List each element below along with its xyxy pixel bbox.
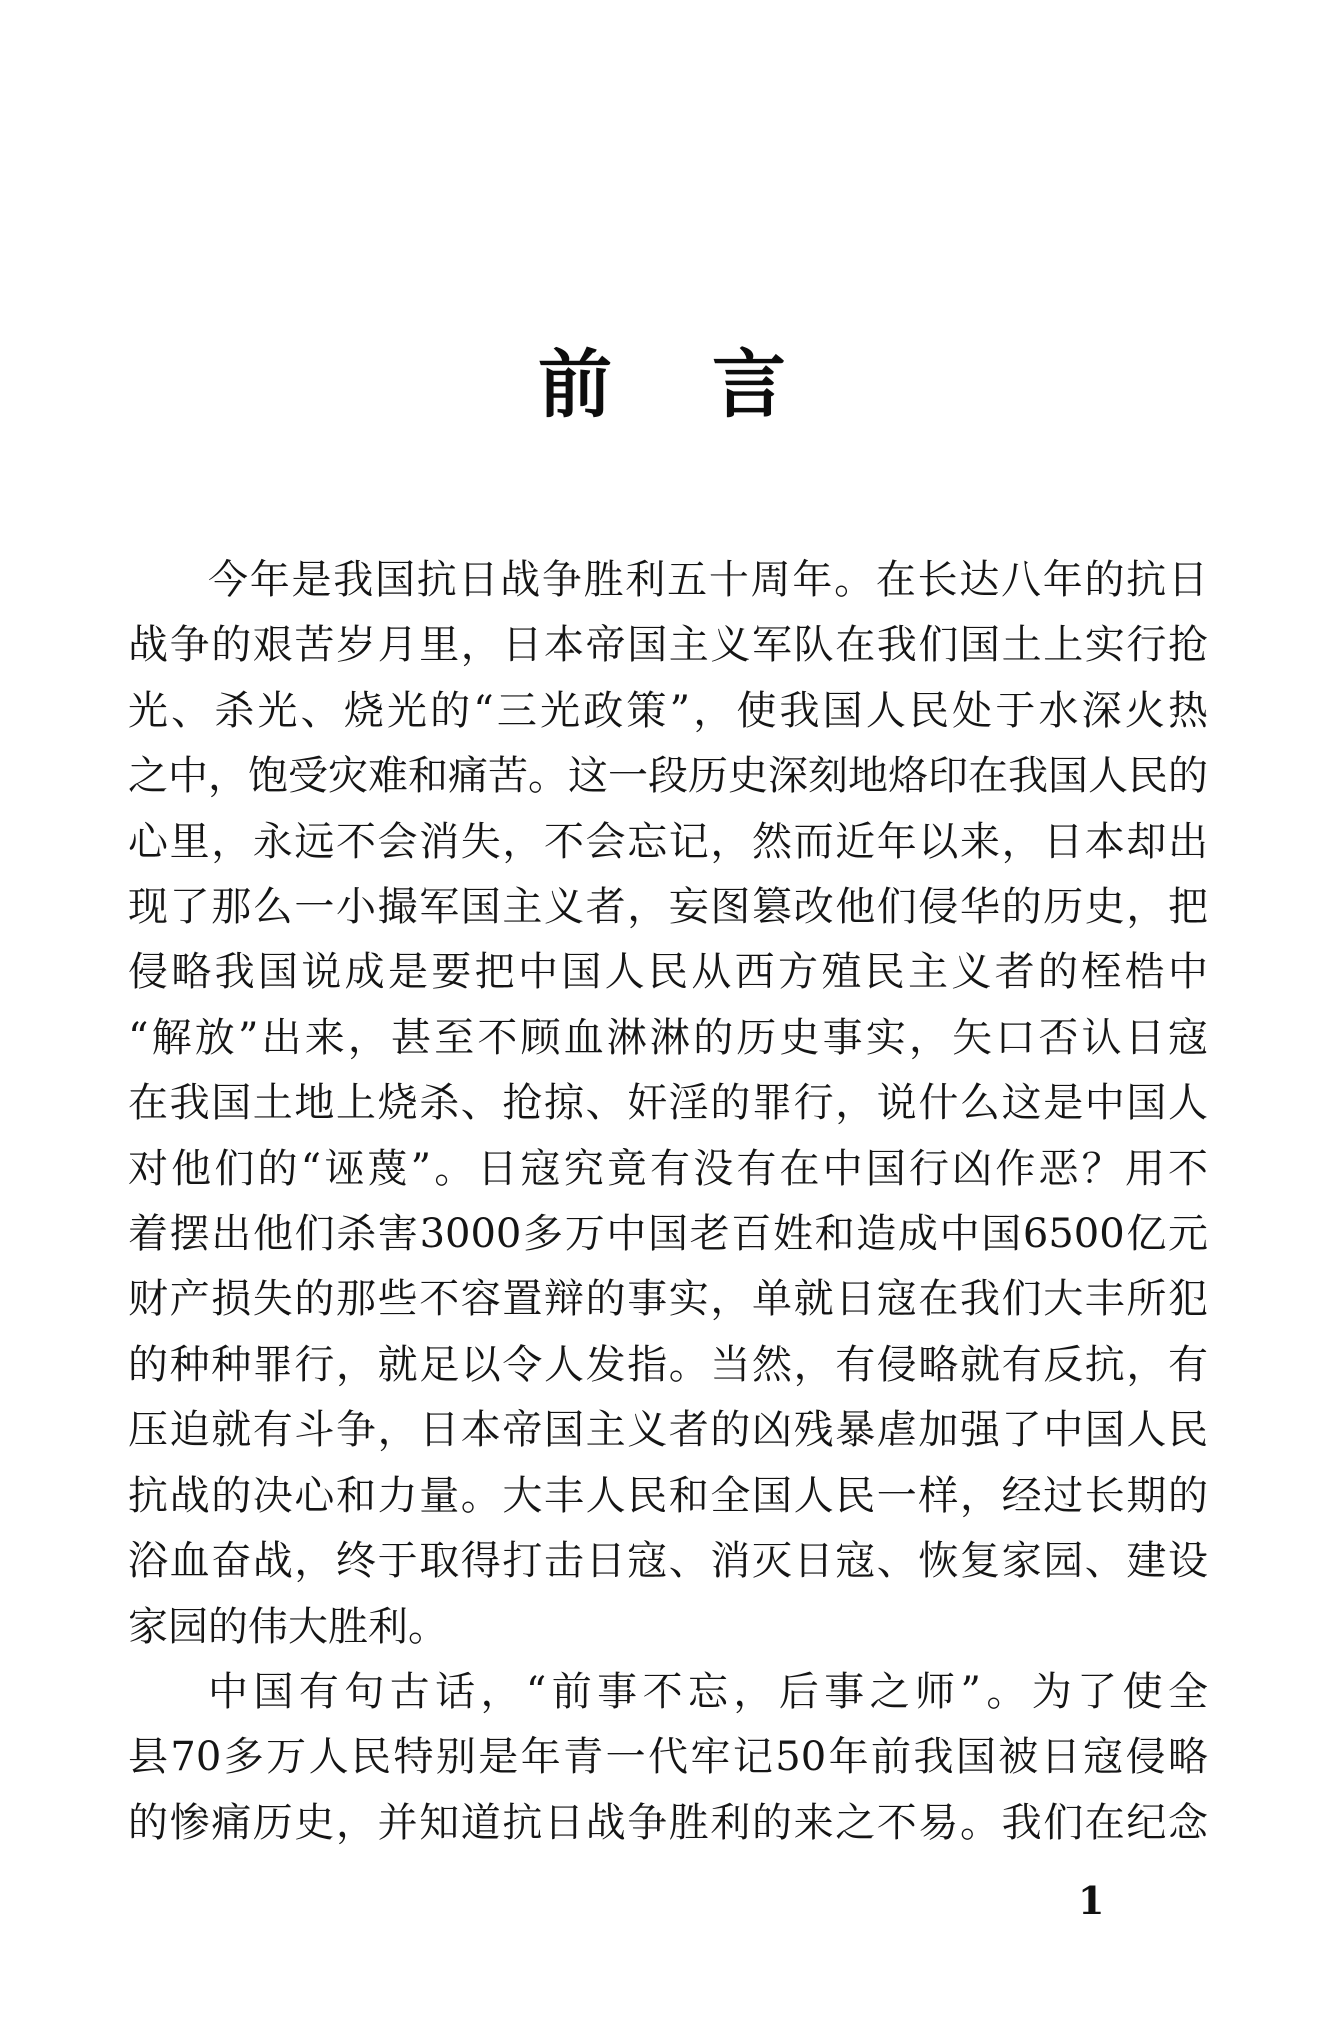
paragraph-1 (128, 548, 1208, 1660)
page-number: 1 (1078, 1878, 1105, 1923)
text-line: 今年是我国抗日战争胜利五十周年。在长达八年的抗日 (208, 557, 1208, 603)
text-line: 抗战的决心和力量。大丰人民和全国人民一样，经过长期的 (128, 1472, 1208, 1519)
text-line: 光、杀光、烧光的“三光政策”，使我国人民处于水深火热 (128, 687, 1208, 734)
text-line: 中国有句古话，“前事不忘，后事之师”。为了使全 (208, 1668, 1208, 1715)
text-line: 财产损失的那些不容置辩的事实，单就日寇在我们大丰所犯 (128, 1276, 1208, 1323)
text-line: 现了那么一小撮军国主义者，妄图篡改他们侵华的历史，把 (128, 884, 1208, 931)
text-line: 侵略我国说成是要把中国人民从西方殖民主义者的桎梏中 (128, 949, 1208, 996)
text-line: 在我国土地上烧杀、抢掠、奸淫的罪行，说什么这是中国人 (128, 1080, 1208, 1127)
text-line: 之中，饱受灾难和痛苦。这一段历史深刻地烙印在我国人民的 (128, 753, 1208, 800)
text-line: 着摆出他们杀害3000多万中国老百姓和造成中国6500亿元 (128, 1211, 1208, 1258)
text-line: 县70多万人民特别是年青一代牢记50年前我国被日寇侵略 (128, 1734, 1208, 1781)
text-line: “解放”出来，甚至不顾血淋淋的历史事实，矢口否认日寇 (128, 1014, 1208, 1061)
text-line: 的惨痛历史，并知道抗日战争胜利的来之不易。我们在纪念 (128, 1799, 1208, 1846)
page-title: 前言 (538, 342, 886, 428)
paragraph-2 (128, 1660, 1208, 1856)
body-text (128, 548, 1208, 1856)
text-line: 家园的伟大胜利。 (128, 1603, 448, 1650)
text-line: 的种种罪行，就足以令人发指。当然，有侵略就有反抗，有 (128, 1341, 1208, 1388)
text-line: 对他们的“诬蔑”。日寇究竟有没有在中国行凶作恶？用不 (128, 1145, 1208, 1192)
text-line: 浴血奋战，终于取得打击日寇、消灭日寇、恢复家园、建设 (128, 1538, 1208, 1585)
text-line: 战争的艰苦岁月里，日本帝国主义军队在我们国土上实行抢 (128, 622, 1208, 669)
text-line: 压迫就有斗争，日本帝国主义者的凶残暴虐加强了中国人民 (128, 1407, 1208, 1454)
text-line: 心里，永远不会消失，不会忘记，然而近年以来，日本却出 (128, 818, 1208, 865)
